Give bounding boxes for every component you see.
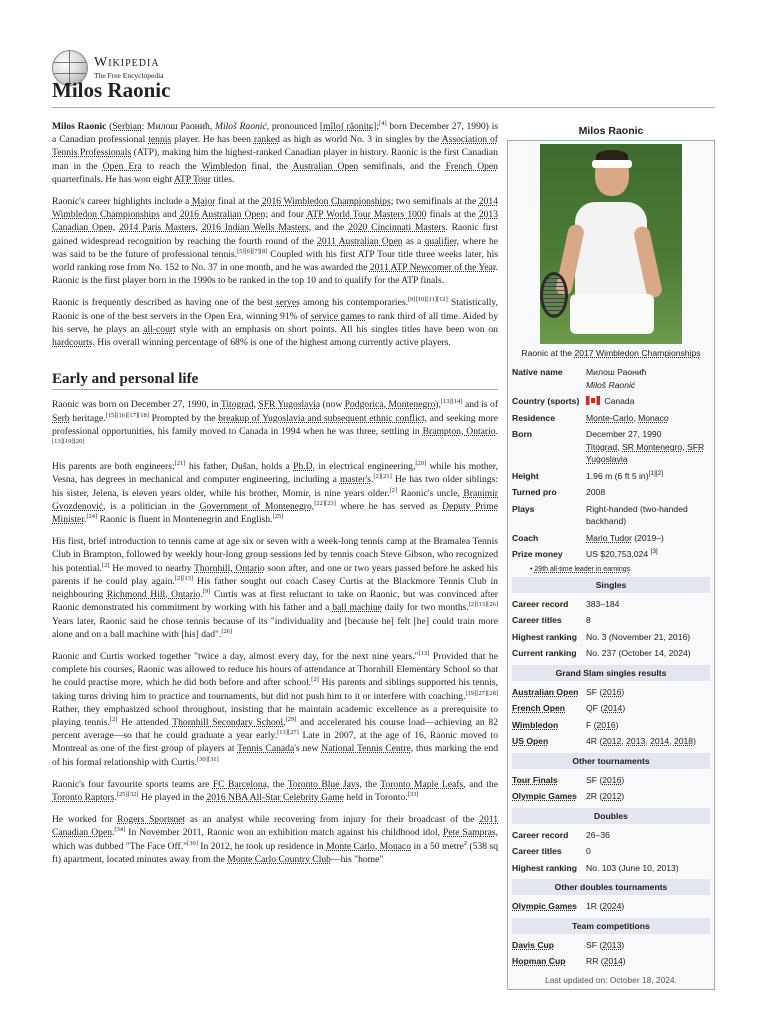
- infobox-value: RR (2014): [586, 956, 626, 966]
- infobox-value: 2008: [586, 487, 606, 497]
- logo-tagline: The Free Encyclopedia: [94, 71, 164, 81]
- wiki-link[interactable]: 2016 Indian Wells Masters: [201, 222, 309, 234]
- wiki-link[interactable]: Wimbledon: [512, 719, 559, 730]
- infobox-row: [512, 596, 710, 613]
- wiki-link[interactable]: Serb: [52, 412, 70, 424]
- wiki-link[interactable]: 2016: [602, 686, 622, 697]
- infobox-value: 0: [586, 846, 591, 856]
- wiki-link[interactable]: National Tennis Centre: [321, 743, 411, 755]
- infobox-row: [512, 426, 710, 468]
- citation[interactable]: [22][23]: [314, 499, 336, 507]
- infobox-value: Monte-Carlo, Monaco: [586, 412, 669, 423]
- article-body: [52, 120, 498, 875]
- infobox-row: [512, 788, 710, 805]
- citation[interactable]: [33]: [407, 790, 419, 798]
- infobox-label: [512, 702, 586, 715]
- wiki-link[interactable]: 2014: [603, 703, 623, 713]
- citation[interactable]: [2]: [101, 561, 110, 569]
- wiki-link[interactable]: ATP World Tour Masters 1000: [306, 209, 427, 221]
- wiki-link[interactable]: tennis: [148, 134, 172, 146]
- wiki-link[interactable]: mîloʃ râonitɕ: [323, 121, 374, 132]
- wiki-link[interactable]: Richmond Hill, Ontario: [106, 589, 201, 601]
- infobox-label: Career titles: [512, 846, 562, 856]
- infobox-label: Height: [512, 470, 539, 481]
- wiki-link[interactable]: 2013: [626, 736, 646, 746]
- wiki-link[interactable]: Rogers Sportsnet: [117, 814, 186, 826]
- citation[interactable]: [2][21]: [373, 473, 392, 481]
- wiki-link[interactable]: 2020 Cincinnati Masters: [348, 222, 446, 234]
- wiki-link[interactable]: Pete Sampras: [443, 827, 496, 839]
- citation[interactable]: [25][32]: [116, 790, 139, 798]
- wiki-link[interactable]: 2016 NBA All-Star Celebrity Game: [206, 791, 344, 803]
- wiki-link[interactable]: master's: [339, 474, 371, 486]
- page-title: Milos Raonic: [52, 78, 715, 108]
- infobox-row: [512, 860, 710, 877]
- infobox-value: F (2016): [586, 719, 619, 730]
- wiki-link[interactable]: 2016 Wimbledon Championships: [261, 196, 391, 208]
- infobox-value: 383–184: [586, 598, 620, 609]
- wiki-link[interactable]: French Open: [445, 160, 498, 172]
- infobox-row: [512, 843, 710, 860]
- citation[interactable]: [15][16][17][18]: [105, 411, 149, 419]
- wiki-link[interactable]: Government of Montenegro: [199, 500, 312, 512]
- wiki-link[interactable]: breakup of Yugoslavia and subsequent ethnic conflict: [218, 412, 425, 424]
- citation[interactable]: [9]: [202, 587, 211, 595]
- citation[interactable]: [34]: [114, 826, 126, 834]
- citation[interactable]: [2]: [109, 715, 118, 723]
- infobox-row: [512, 546, 710, 563]
- citation[interactable]: [19][27][28]: [465, 689, 498, 697]
- wiki-link[interactable]: 2014: [603, 956, 623, 966]
- intro: [52, 120, 498, 349]
- wiki-link[interactable]: 2012: [602, 791, 622, 801]
- section-body: [52, 398, 498, 866]
- infobox-label: Highest ranking: [512, 631, 577, 642]
- wiki-link[interactable]: Titograd: [586, 441, 618, 452]
- intro-paragraph: Milos Raonic (Serbian: Милош Раонић, Miloš Raonić, pronounced [mîloʃ râonitɕ];[4] born December 27, 1990) is a Canadian professional tennis player. He has been ranked as high as world No. 3 in singles by the Association of Tennis Professionals (ATP), making him the highest-ranked Canadian player in history. Raonic is the first Canadian man in the Open Era to reach the Wimbledon final, the Australian Open semifinals, and the French Open quarterfinals. He has won eight ATP Tour titles.: [52, 119, 498, 185]
- wiki-link[interactable]: 2016: [596, 719, 616, 730]
- infobox-row: [512, 468, 710, 485]
- infobox-row: [512, 953, 710, 970]
- wiki-link[interactable]: Toronto Blue Jays: [287, 778, 360, 790]
- wiki-link[interactable]: Major: [191, 196, 216, 208]
- wiki-link[interactable]: 2017 Wimbledon Championships: [574, 348, 701, 358]
- infobox-value: No. 3 (November 21, 2016): [586, 631, 691, 642]
- infobox-value: 8: [586, 615, 591, 625]
- citation[interactable]: [30][31]: [196, 755, 219, 763]
- wiki-link[interactable]: ATP Tour: [174, 173, 211, 185]
- infobox-label: Career titles: [512, 615, 562, 625]
- wiki-link[interactable]: 2011 Canadian Open: [52, 814, 498, 839]
- intro-paragraph: Raonic is frequently described as having one of the best serves among his contemporaries.[9][10][11][12] Statistically, Raonic is one of the best servers in the Open Era, winning 91% of service games to rank third of all time. Aided by his serve, he plays an all-court style with an emphasis on short points. All his singles titles have been won on hardcourts. His overall winning percentage of 68% is one of the highest among currently active players.: [52, 296, 499, 349]
- wiki-link[interactable]: Toronto Maple Leafs: [380, 778, 464, 790]
- wiki-link[interactable]: Podgorica, Montenegro: [344, 399, 436, 411]
- section-heading: Early and personal life: [52, 373, 498, 390]
- intro-paragraph: Raonic's career highlights include a Major final at the 2016 Wimbledon Championships; two semifinals at the 2014 Wimbledon Championships and 2016 Australian Open; and four ATP World Tour Masters 1000 finals at the 2013 Canadian Open, 2014 Paris Masters, 2016 Indian Wells Masters, and the 2020 Cincinnati Masters. Raonic first gained widespread recognition by reaching the fourth round of the 2011 Australian Open as a qualifier, where he was said to be the future of professional tennis.[5][6][7][8] Coupled with his first ATP Tour title three weeks later, his world ranking rose from No. 152 to No. 37 in one month, and he was awarded the 2011 ATP Newcomer of the Year. Raonic is the first player born in the 1990s to be ranked in the top 10 and to qualify for the ATP finals.: [52, 196, 499, 287]
- wiki-link[interactable]: service games: [310, 310, 366, 322]
- other-tournaments-rows: [512, 772, 710, 805]
- infobox-label: [512, 719, 586, 732]
- personal-rows: [512, 364, 710, 563]
- infobox: [507, 122, 715, 990]
- infobox-label: Current ranking: [512, 648, 577, 658]
- team-header: Team competitions: [512, 918, 710, 934]
- wiki-link[interactable]: US Open: [512, 736, 549, 746]
- infobox-value: No. 237 (October 14, 2024): [586, 648, 691, 658]
- wiki-link[interactable]: Ph.D.: [293, 461, 316, 473]
- infobox-value: SF (2016): [586, 686, 625, 697]
- infobox-label: Prize money: [512, 549, 563, 559]
- citation[interactable]: [29]: [285, 715, 297, 723]
- infobox-row: [512, 393, 710, 410]
- citation[interactable]: [5][6][7][8]: [237, 247, 268, 255]
- wiki-link[interactable]: 2011 ATP Newcomer of the Year: [369, 262, 496, 274]
- citation[interactable]: [13][19][20]: [52, 437, 85, 445]
- infobox-label: Career record: [512, 829, 569, 840]
- citation[interactable]: [25]: [272, 512, 284, 520]
- infobox-value: SF (2016): [586, 774, 625, 785]
- wiki-link[interactable]: Open Era: [102, 160, 142, 172]
- wiki-link[interactable]: Monte Carlo Country Club: [227, 853, 331, 865]
- citation[interactable]: [2]: [311, 676, 319, 684]
- doubles-header: Doubles: [512, 808, 710, 824]
- infobox-title: Milos Raonic: [578, 125, 644, 137]
- citation[interactable]: [9][10][11][12]: [407, 296, 448, 304]
- section-paragraph: He worked for Rogers Sportsnet as an analyst while recovering from injury for their broadcast of the 2011 Canadian Open.[34] In November 2011, Raonic won an exhibition match against his childhood idol, Pete Sampras, which was dubbed "The Face Off."[30] In 2012, he took up residence in Monte Carlo, Monaco in a 50 metre$^2$ (538 sq ft) apartment, located minutes away from the Monte Carlo Country Club—his "home": [52, 814, 499, 865]
- wiki-link[interactable]: ball machine: [332, 602, 382, 614]
- citation[interactable]: [20]: [415, 460, 427, 468]
- infobox-value: 26–36: [586, 829, 610, 840]
- wiki-link[interactable]: SFR Yugoslavia: [258, 399, 321, 411]
- wiki-link[interactable]: Toronto Raptors: [52, 791, 115, 803]
- infobox-row: [512, 700, 710, 717]
- infobox-value: SF (2013): [586, 939, 625, 950]
- wiki-link[interactable]: SFR Yugoslavia: [586, 441, 705, 464]
- last-updated: Last updated on: October 18, 2024.: [545, 974, 677, 985]
- wiki-link[interactable]: Brampton, Ontario: [422, 425, 496, 437]
- citation[interactable]: [1][2]: [648, 469, 664, 477]
- infobox-label: Born: [512, 429, 533, 439]
- citation[interactable]: [30]: [187, 839, 198, 847]
- infobox-label: [512, 686, 586, 699]
- wiki-link[interactable]: Hopman Cup: [512, 956, 566, 966]
- team-rows: [512, 937, 710, 970]
- wiki-link[interactable]: 29th all-time leader in earnings: [534, 565, 631, 573]
- infobox-label: Country (sports): [512, 396, 580, 406]
- wiki-link[interactable]: Australian Open: [292, 160, 359, 172]
- section-paragraph: Raonic was born on December 27, 1990, in Titograd, SFR Yugoslavia (now Podgorica, Montenegro),[13][14] and is of Serb heritage.[15][16][17][18] Prompted by the breakup of Yugoslavia and subsequent ethnic conflict, and seeking more professional opportunities, his family moved to Canada in 1994 when he was three, settling in Brampton, Ontario.[13][19][20]: [52, 398, 499, 445]
- wiki-link[interactable]: 2013 Canadian Open: [52, 209, 499, 234]
- wiki-link[interactable]: 2018: [673, 736, 694, 746]
- wiki-link[interactable]: 2014: [650, 736, 670, 746]
- infobox-row: [512, 364, 710, 393]
- logo-name: Wikipedia: [94, 55, 160, 71]
- wiki-link[interactable]: Monaco: [638, 412, 669, 423]
- infobox-label: Career record: [512, 598, 569, 609]
- infobox-label: Highest ranking: [512, 862, 577, 873]
- infobox-value: Милош Раонић Miloš Raonić: [586, 367, 647, 390]
- wiki-link[interactable]: Davis Cup: [512, 939, 555, 950]
- infobox-value: Canada: [586, 395, 710, 408]
- wiki-link[interactable]: ranked: [253, 134, 280, 146]
- infobox-label: Plays: [512, 503, 535, 514]
- wiki-link[interactable]: French Open: [512, 703, 566, 713]
- infobox-row: [512, 772, 710, 789]
- wiki-link[interactable]: Serbian: [112, 121, 142, 132]
- wiki-link[interactable]: Tennis Canada: [237, 743, 295, 755]
- photo-caption: Raonic at the 2017 Wimbledon Championships: [521, 348, 701, 358]
- wiki-link[interactable]: qualifier: [424, 235, 457, 247]
- infobox-value: No. 103 (June 10, 2013): [586, 862, 679, 873]
- other-doubles-header: Other doubles tournaments: [512, 879, 710, 895]
- citation[interactable]: [26]: [221, 627, 233, 635]
- citation[interactable]: [2]: [389, 486, 398, 494]
- wiki-link[interactable]: 2024: [602, 901, 622, 911]
- citation[interactable]: [4]: [379, 119, 387, 127]
- infobox-label: Turned pro: [512, 487, 557, 497]
- infobox-row: [512, 410, 710, 427]
- infobox-label: [512, 774, 586, 787]
- other-tournaments-header: Other tournaments: [512, 753, 710, 769]
- wiki-link[interactable]: Australian Open: [512, 686, 579, 697]
- citation[interactable]: [13][27]: [277, 728, 299, 736]
- infobox-row: [512, 530, 710, 547]
- infobox-row: [512, 827, 710, 844]
- wiki-link[interactable]: Mario Tudor: [586, 532, 632, 543]
- infobox-row: [512, 629, 710, 646]
- section-paragraph: Raonic's four favourite sports teams are FC Barcelona, the Toronto Blue Jays, the Toronto Maple Leafs, and the Toronto Raptors.[25][32] He played in the 2016 NBA All-Star Celebrity Game held in Toronto.[33]: [52, 778, 498, 803]
- infobox-row: [512, 937, 710, 954]
- infobox-row: [512, 733, 710, 750]
- infobox-value: QF (2014): [586, 703, 626, 713]
- wiki-link[interactable]: 2013: [602, 939, 622, 950]
- citation[interactable]: [3]: [650, 548, 658, 556]
- infobox-label: [512, 955, 586, 968]
- wiki-link[interactable]: Association of Tennis Professionals: [52, 134, 498, 159]
- wiki-link[interactable]: Titograd: [220, 399, 254, 411]
- infobox-label: [512, 939, 586, 952]
- player-photo[interactable]: [540, 144, 682, 344]
- infobox-row: [512, 645, 710, 662]
- doubles-rows: [512, 827, 710, 877]
- infobox-value: Mario Tudor (2019–): [586, 532, 664, 543]
- section-paragraph: His first, brief introduction to tennis came at age six or seven with a week-long tennis camp at the Bramalea Tennis Club in Brampton, followed by weekly hour-long group sessions led by tennis coach Steve Gibson, who recognized his potential.[2] He moved to nearby Thornhill, Ontario soon after, and one or two years passed before he asked his parents if he could play again.[2][13] His father sought out coach Casey Curtis at the Blackmore Tennis Club in neighbouring Richmond Hill, Ontario.[9] Curtis was at first reluctant to take on Raonic, but was convinced after Raonic demonstrated his commitment by working with his father and a ball machine daily for two months.[2][13][26] Years later, Raonic said he chose tennis because of its "individuality and [because he] felt [he] could train more alone and on a ball machine with [his] dad".[26]: [52, 536, 498, 640]
- wiki-link[interactable]: serves: [275, 297, 300, 309]
- singles-header: Singles: [512, 577, 710, 593]
- infobox-row: [512, 898, 710, 915]
- prize-note[interactable]: [530, 566, 710, 573]
- infobox-label: [512, 735, 586, 748]
- infobox-value: Right-handed (two-handed backhand): [586, 503, 688, 526]
- wiki-link[interactable]: 2011 Australian Open: [317, 235, 403, 247]
- singles-rows: [512, 596, 710, 662]
- infobox-label: Coach: [512, 532, 539, 543]
- section-paragraph: His parents are both engineers;[21] his father, Dušan, holds a Ph.D. in electrical engineering,[20] while his mother, Vesna, has degrees in mechanical and computer engineering, including a master's.[2][21] He has two older siblings: his sister, Jelena, is eleven years older, while his brother, Momir, is nine years older.[2] Raonic's uncle, Branimir Gvozdenović, is a politician in the Government of Montenegro,[22][23] where he has served as Deputy Prime Minister.[24] Raonic is fluent in Montenegrin and English.[25]: [52, 460, 499, 526]
- infobox-value: 4R (2012, 2013, 2014, 2018): [586, 736, 696, 746]
- wiki-link[interactable]: 2014 Wimbledon Championships: [52, 196, 498, 221]
- infobox-label: [512, 790, 586, 803]
- wiki-link[interactable]: Tour Finals: [512, 774, 558, 785]
- wiki-link[interactable]: all-court: [143, 323, 176, 335]
- wiki-link[interactable]: Wimbledon: [201, 160, 247, 172]
- wiki-link[interactable]: Monte-Carlo: [586, 412, 634, 423]
- infobox-label: Residence: [512, 412, 555, 423]
- infobox-row: [512, 484, 710, 501]
- gs-singles-rows: [512, 684, 710, 750]
- citation[interactable]: [13][14]: [440, 398, 463, 406]
- wiki-link[interactable]: 2016 Australian Open: [179, 209, 266, 221]
- infobox-row: [512, 501, 710, 530]
- citation[interactable]: [13]: [418, 649, 430, 657]
- infobox-value: 1R (2024): [586, 901, 625, 911]
- infobox-value: 2R (2012): [586, 791, 625, 801]
- wiki-link[interactable]: 2016: [602, 774, 622, 785]
- citation[interactable]: 2: [463, 839, 468, 847]
- infobox-value: December 27, 1990 Titograd, SR Montenegro, SFR Yugoslavia: [586, 429, 705, 464]
- wiki-link[interactable]: Deputy Prime Minister: [52, 500, 498, 526]
- wiki-link[interactable]: Monte Carlo, Monaco: [326, 840, 412, 852]
- wiki-link[interactable]: Olympic Games: [512, 791, 577, 801]
- section-paragraph: Raonic and Curtis worked together "twice a day, almost every day, for the next nine years."[13] Provided that he complete his courses, Raonic was allowed to reduce his hours of attendance at Thornhill Elementary School so that he could practise more, which he did both before and after school.[2] His parents and siblings supported his tennis, taking turns driving him to practice and tournaments, but did not push him to it or interfere with coaching.[19][27][28] Rather, they emphasized school throughout, insisting that he maintain academic excellence as a prerequisite to playing tennis.[2] He attended Thornhill Secondary School,[29] and accelerated his course load—achieving an 82 percent average—so that he could graduate a year early.[13][27] Late in 2007, at the age of 16, Raonic moved to Montreal as one of the first group of players at Tennis Canada's new National Tennis Centre, thus marking the end of his formal relationship with Curtis.[30][31]: [52, 649, 498, 768]
- infobox-row: [512, 717, 710, 734]
- citation[interactable]: [24]: [86, 512, 98, 520]
- wiki-link[interactable]: Thornhill Secondary School: [172, 716, 284, 728]
- infobox-label: Native name: [512, 367, 563, 377]
- gs-singles-header: Grand Slam singles results: [512, 665, 710, 681]
- wiki-link[interactable]: 2014 Paris Masters: [119, 222, 196, 234]
- infobox-row: [512, 612, 710, 629]
- wiki-link[interactable]: FC Barcelona: [212, 778, 267, 790]
- infobox-row: [512, 684, 710, 701]
- other-doubles-rows: [512, 898, 710, 915]
- citation[interactable]: [2][13][26]: [468, 601, 498, 609]
- citation[interactable]: [2][13]: [174, 574, 194, 582]
- wiki-link[interactable]: SR Montenegro: [622, 441, 683, 452]
- wiki-link[interactable]: Thornhill, Ontario: [194, 562, 265, 574]
- wiki-link[interactable]: Branimir Gvozdenović: [52, 487, 498, 512]
- citation[interactable]: [21]: [174, 460, 186, 468]
- wiki-link[interactable]: hardcourts: [52, 337, 93, 349]
- wiki-link[interactable]: 2012: [602, 736, 622, 746]
- wiki-link[interactable]: Olympic Games: [512, 901, 577, 911]
- infobox-value: US $20,753,024 [3]: [586, 548, 658, 559]
- infobox-value: 1.96 m (6 ft 5 in)[1][2]: [586, 469, 664, 481]
- infobox-label: [512, 900, 586, 913]
